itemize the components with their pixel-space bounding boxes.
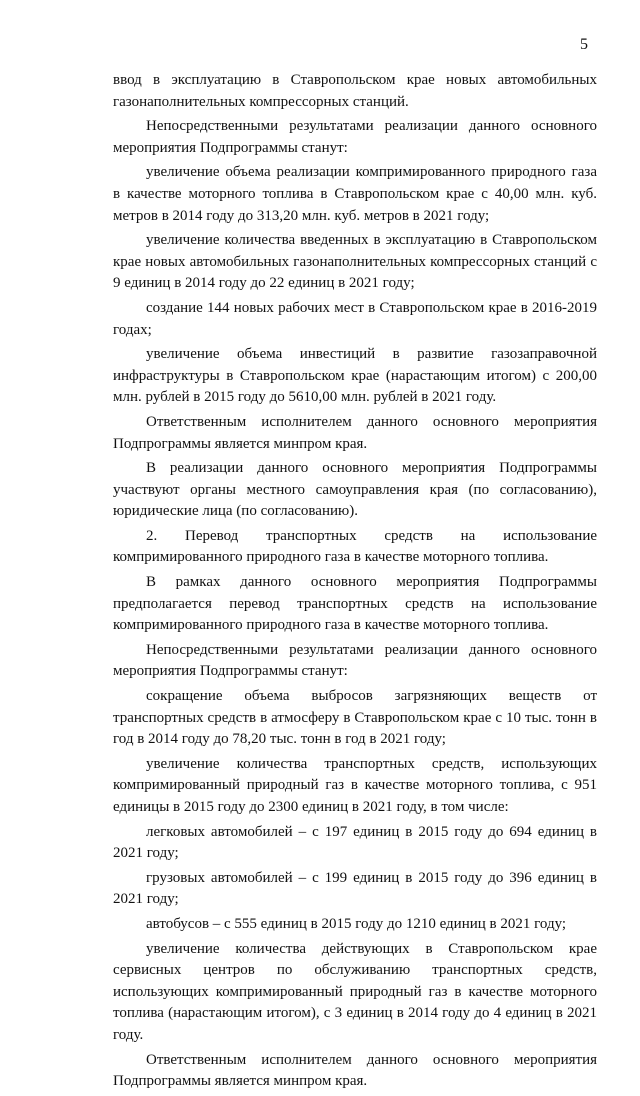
paragraph-vehicles: увеличение количества транспортных средств, использующих компримированный природный газ в качестве моторного топлива, с 951 единицы в 2015 году до 2300 единиц в 2021 году, в том числе:	[113, 755, 597, 815]
paragraph-measure-2-scope: В рамках данного основного мероприятия Подпрограммы предполагается перевод транспортных средств на использование компримированного природного газа в качестве моторного топлива.	[113, 574, 597, 634]
page-number: 5	[580, 36, 588, 53]
paragraph-jobs: создание 144 новых рабочих мест в Ставропольском крае в 2016-2019 годах;	[113, 299, 597, 338]
paragraph-measure-2-title: 2. Перевод транспортных средств на использование компримированного природного газа в качестве моторного топлива.	[113, 527, 597, 566]
paragraph-responsible-2: Ответственным исполнителем данного основного мероприятия Подпрограммы является минпром края.	[113, 1051, 597, 1090]
paragraph-participants: В реализации данного основного мероприятия Подпрограммы участвуют органы местного самоуправления края (по согласованию), юридические лица (по согласованию).	[113, 460, 597, 520]
paragraph-gas-sales: увеличение объема реализации компримированного природного газа в качестве моторного топлива в Ставропольском крае с 40,00 млн. куб. метров в 2014 году до 313,20 млн. куб. метров в 2021 году;	[113, 164, 597, 224]
paragraph-stations: увеличение количества введенных в эксплуатацию в Ставропольском крае новых автомобильных газонаполнительных компрессорных станций с 9 единиц в 2014 году до 22 единиц в 2021 году;	[113, 232, 597, 292]
paragraph-buses: автобусов – с 555 единиц в 2015 году до 1210 единиц в 2021 году;	[146, 915, 567, 932]
paragraph-responsible: Ответственным исполнителем данного основного мероприятия Подпрограммы является минпром края.	[113, 413, 597, 452]
document-body	[113, 70, 597, 1096]
paragraph-investments: увеличение объема инвестиций в развитие газозаправочной инфраструктуры в Ставропольском крае (нарастающим итогом) с 200,00 млн. рублей в 2015 году до 5610,00 млн. рублей в 2021 году.	[113, 346, 597, 406]
paragraph-trucks: грузовых автомобилей – с 199 единиц в 2015 году до 396 единиц в 2021 году;	[113, 869, 597, 908]
paragraph-service-centers: увеличение количества действующих в Ставропольском крае сервисных центров по обслуживанию транспортных средств, использующих компримированный природный газ в качестве моторного топлива (нарастающим итогом), с 3 единиц в 2014 году до 4 единиц в 2021 году.	[113, 940, 597, 1043]
paragraph-results-intro: Непосредственными результатами реализации данного основного мероприятия Подпрограммы станут:	[113, 118, 597, 156]
paragraph-continuation: ввод в эксплуатацию в Ставропольском крае новых автомобильных газонаполнительных компрессорных станций.	[113, 72, 597, 110]
paragraph-results-intro-2: Непосредственными результатами реализации данного основного мероприятия Подпрограммы станут:	[113, 641, 597, 680]
paragraph-cars: легковых автомобилей – с 197 единиц в 2015 году до 694 единиц в 2021 году;	[113, 823, 597, 862]
paragraph-emissions: сокращение объема выбросов загрязняющих веществ от транспортных средств в атмосферу в Ставропольском крае с 10 тыс. тонн в год в 2014 году до 78,20 тыс. тонн в год в 2021 году;	[113, 688, 597, 748]
